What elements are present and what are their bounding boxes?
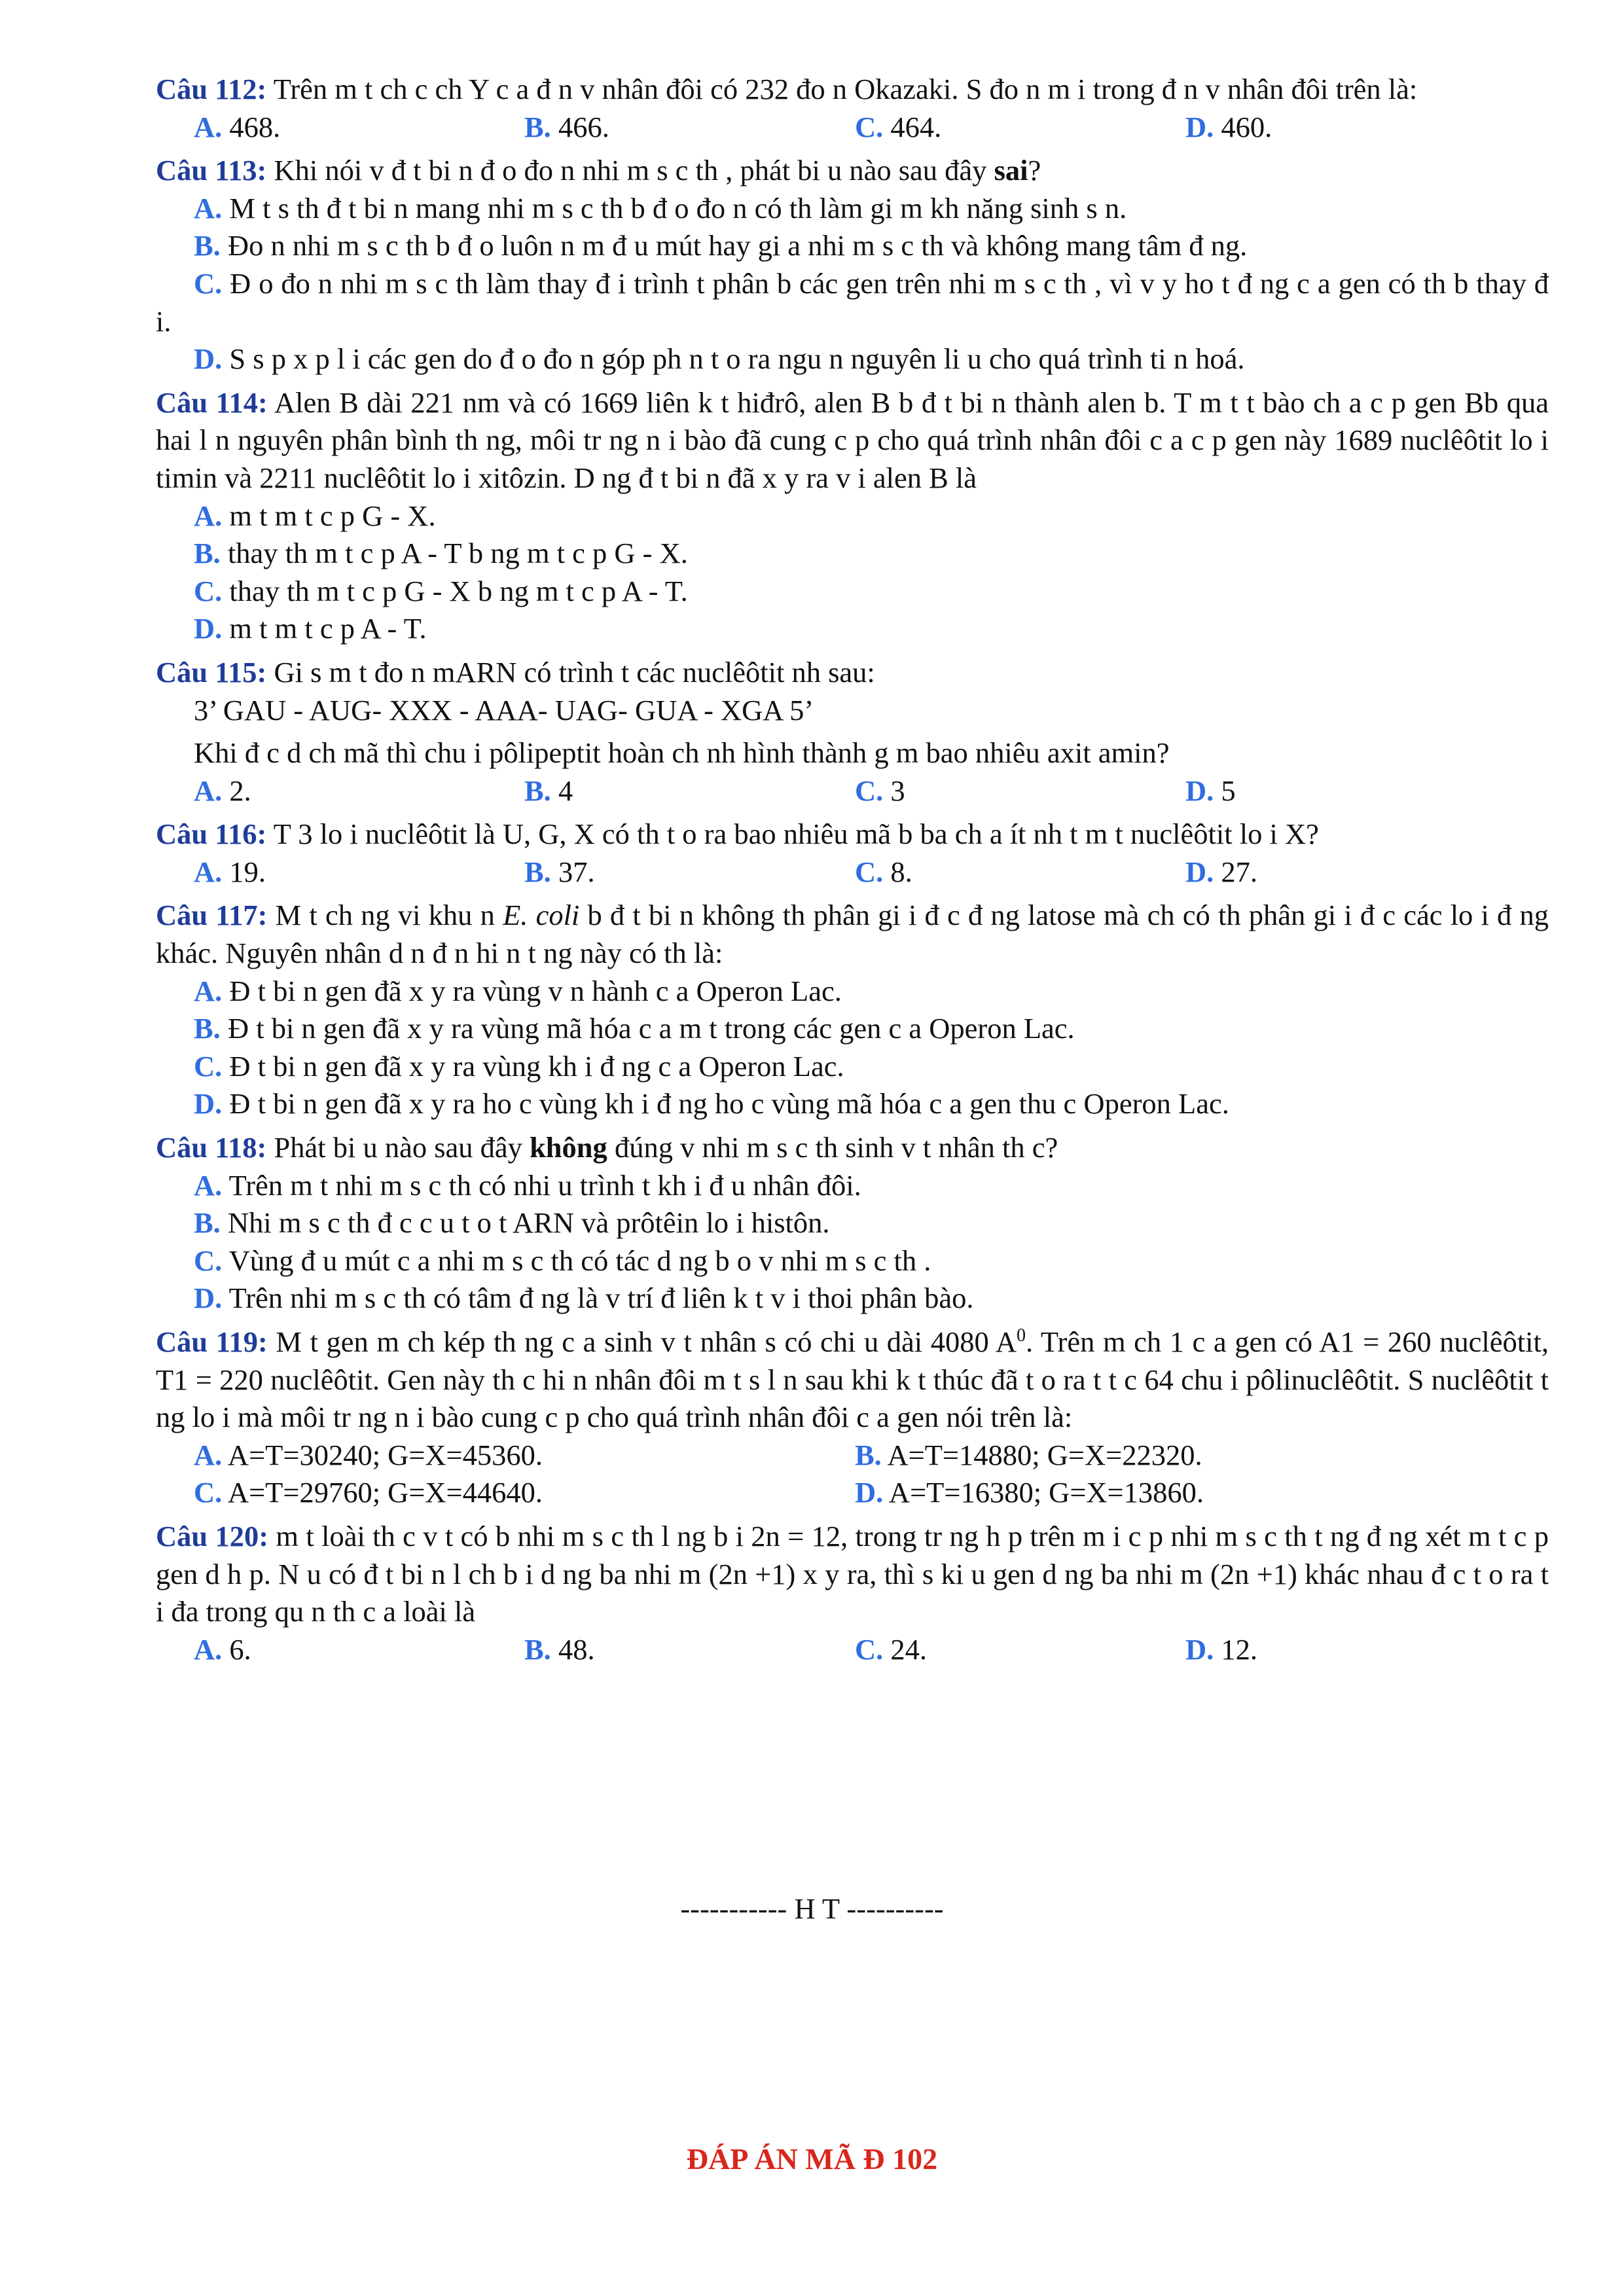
option-text: Trên nhi m s c th có tâm đ ng là v trí đ liên k t v i thoi phân bào. [222, 1282, 974, 1315]
question-119 [156, 1323, 1549, 1512]
option-label: D. [1185, 774, 1214, 807]
option-label: D. [1185, 855, 1214, 888]
option-c[interactable] [855, 109, 1185, 147]
option-label: B. [194, 537, 221, 570]
option-label: D. [194, 1282, 223, 1315]
option-label: C. [194, 574, 223, 607]
option-label: A. [194, 191, 223, 224]
option-label: B. [855, 1438, 882, 1471]
option-label: C. [855, 774, 884, 807]
option-text: A=T=16380; G=X=13860. [883, 1476, 1204, 1509]
option-d[interactable] [156, 1085, 1549, 1123]
question-stem [156, 152, 1549, 190]
option-label: A. [194, 499, 223, 532]
angstrom-exponent: 0 [1017, 1325, 1026, 1346]
option-a[interactable] [194, 1631, 524, 1669]
question-stem [156, 71, 1549, 109]
option-label: A. [194, 974, 223, 1007]
option-c[interactable] [855, 772, 1185, 810]
question-number: Câu 120: [156, 1519, 269, 1552]
option-b[interactable] [855, 1437, 1516, 1475]
option-text: A=T=30240; G=X=45360. [222, 1438, 543, 1471]
question-text: Trên m t ch c ch Y c a đ n v nhân đôi có 232 đo n Okazaki. S đo n m i trong đ n v nhân đôi trên là: [266, 73, 1418, 105]
option-a[interactable] [194, 853, 524, 891]
option-text: 8. [883, 855, 912, 888]
option-a[interactable] [156, 973, 1549, 1011]
option-text: m t m t c p A - T. [222, 612, 427, 645]
options-row [156, 1631, 1549, 1669]
option-text: Nhi m s c th đ c c u t o t ARN và prôtêin lo i histôn. [220, 1206, 830, 1240]
option-text: 464. [883, 110, 942, 143]
option-b[interactable] [156, 1204, 1549, 1242]
option-label: A. [194, 1632, 223, 1666]
question-stem [156, 654, 1549, 692]
question-text: Khi nói v đ t bi n đ o đo n nhi m s c th , phát bi u nào sau đây [266, 154, 994, 187]
option-text: Đo n nhi m s c th b đ o luôn n m đ u mút hay gi a nhi m s c th và không mang tâm đ ng. [220, 229, 1248, 262]
option-label: B. [524, 110, 551, 143]
option-text: M t s th đ t bi n mang nhi m s c th b đ o đo n có th làm gi m kh năng sinh s n. [222, 191, 1127, 224]
question-text: Gi s m t đo n mARN có trình t các nuclêôtit nh sau: [266, 655, 875, 689]
option-c[interactable] [855, 853, 1185, 891]
option-label: D. [194, 612, 223, 645]
option-c[interactable] [156, 1242, 1549, 1280]
option-b[interactable] [524, 109, 855, 147]
option-b[interactable] [156, 535, 1549, 573]
options-row [156, 853, 1549, 891]
option-text: 4 [550, 774, 573, 807]
option-text: S s p x p l i các gen do đ o đo n góp ph n t o ra ngu n nguyên li u cho quá trình ti n hoá. [222, 342, 1245, 376]
question-113 [156, 152, 1549, 378]
question-114 [156, 384, 1549, 648]
option-text: 3 [883, 774, 905, 807]
option-c[interactable] [194, 1474, 855, 1512]
question-stem [156, 1129, 1549, 1167]
question-116 [156, 816, 1549, 891]
option-d[interactable] [1185, 1631, 1516, 1669]
option-d[interactable] [156, 1280, 1549, 1318]
options-row [156, 109, 1549, 147]
option-c[interactable] [156, 1048, 1549, 1086]
option-label: A. [194, 774, 223, 807]
question-120 [156, 1518, 1549, 1668]
question-text: Alen B dài 221 nm và có 1669 liên k t hiđrô, alen B b đ t bi n thành alen b. T m t t bào ch a c p gen Bb qua hai l n nguyên phân bình th ng, môi tr ng n i bào đã cung c p cho quá trình nhân đôi c a c p gen này 1689 nuclêôtit lo i timin và 2211 nuclêôtit lo i xitôzin. D ng đ t bi n đã x y ra v i alen B là [156, 386, 1549, 494]
option-b[interactable] [524, 1631, 855, 1669]
option-label: D. [1185, 110, 1214, 143]
option-a[interactable] [156, 190, 1549, 228]
option-d[interactable] [1185, 853, 1516, 891]
question-number: Câu 114: [156, 386, 268, 419]
question-text-end: ? [1028, 154, 1041, 187]
question-number: Câu 117: [156, 899, 268, 932]
option-label: A. [194, 1438, 223, 1471]
option-label: C. [194, 1476, 223, 1509]
option-a[interactable] [194, 109, 524, 147]
option-a[interactable] [194, 772, 524, 810]
option-c[interactable] [855, 1631, 1185, 1669]
option-text: 48. [550, 1632, 595, 1666]
option-text: Vùng đ u mút c a nhi m s c th có tác d ng b o v nhi m s c th . [222, 1244, 931, 1277]
option-text: 2. [222, 774, 251, 807]
option-text: Đ t bi n gen đã x y ra ho c vùng kh i đ ng ho c vùng mã hóa c a gen thu c Operon Lac. [222, 1087, 1229, 1121]
options-grid [156, 1437, 1549, 1512]
option-text: 24. [883, 1632, 928, 1666]
question-prompt: Khi đ c d ch mã thì chu i pôlipeptit hoàn ch nh hình thành g m bao nhiêu axit amin? [194, 736, 1170, 770]
option-d[interactable] [1185, 772, 1516, 810]
option-d[interactable] [156, 610, 1549, 648]
option-label: B. [524, 774, 551, 807]
end-marker: ----------- H T ---------- [680, 1892, 944, 1925]
option-text: thay th m t c p G - X b ng m t c p A - T. [222, 574, 688, 607]
question-117 [156, 897, 1549, 1123]
question-emphasis: không [530, 1131, 607, 1164]
option-text: 460. [1214, 110, 1272, 143]
option-d[interactable] [855, 1474, 1516, 1512]
option-a[interactable] [156, 497, 1549, 535]
option-label: B. [194, 229, 221, 262]
option-label: D. [1185, 1632, 1214, 1666]
option-c[interactable] [156, 573, 1549, 611]
question-number: Câu 115: [156, 655, 267, 689]
option-text: A=T=29760; G=X=44640. [222, 1476, 543, 1509]
question-stem [156, 384, 1549, 497]
question-text-end: b đ t bi n không th phân gi i đ c đ ng latose mà ch có th phân gi i đ c các lo i đ ng khác. Nguyên nhân d n đ n hi n t ng này có th là: [156, 899, 1549, 970]
question-number: Câu 116: [156, 817, 267, 851]
option-text: m t m t c p G - X. [222, 499, 436, 532]
options-row [156, 772, 1549, 810]
option-a[interactable] [156, 1167, 1549, 1205]
option-text: 19. [222, 855, 266, 888]
option-c[interactable] [156, 265, 1549, 340]
option-d[interactable] [156, 340, 1549, 378]
option-text: 466. [550, 110, 609, 143]
question-text-end: đúng v nhi m s c th sinh v t nhân th c? [607, 1131, 1058, 1164]
option-text: 27. [1214, 855, 1258, 888]
option-text: A=T=14880; G=X=22320. [881, 1438, 1202, 1471]
question-stem [156, 897, 1549, 972]
option-label: D. [855, 1476, 884, 1509]
question-115 [156, 654, 1549, 810]
option-label: C. [194, 1244, 223, 1277]
question-text: M t ch ng vi khu n [267, 899, 503, 932]
option-b[interactable] [524, 772, 855, 810]
option-label: C. [194, 1049, 223, 1083]
species-name: E. coli [503, 899, 580, 932]
question-number: Câu 113: [156, 154, 267, 187]
question-118 [156, 1129, 1549, 1318]
answer-key-title: ĐÁP ÁN MÃ Đ 102 [686, 2142, 938, 2176]
option-b[interactable] [524, 853, 855, 891]
option-text: Đ t bi n gen đã x y ra vùng mã hóa c a m t trong các gen c a Operon Lac. [220, 1012, 1075, 1045]
option-label: B. [524, 1632, 551, 1666]
question-text: M t gen m ch kép th ng c a sinh v t nhân s có chi u dài 4080 A [267, 1325, 1017, 1358]
question-stem [156, 1518, 1549, 1631]
option-text: Đ o đo n nhi m s c th làm thay đ i trình t phân b các gen trên nhi m s c th , vì v y ho t đ ng c a gen có th b thay đ i. [156, 266, 1549, 338]
option-text: thay th m t c p A - T b ng m t c p G - X. [220, 537, 688, 570]
question-text: Phát bi u nào sau đây [266, 1131, 530, 1164]
option-text: 6. [222, 1632, 251, 1666]
option-b[interactable] [156, 1010, 1549, 1048]
option-text: Trên m t nhi m s c th có nhi u trình t kh i đ u nhân đôi. [222, 1168, 861, 1202]
question-number: Câu 118: [156, 1131, 267, 1164]
option-label: C. [855, 1632, 884, 1666]
option-text: 37. [550, 855, 595, 888]
option-label: B. [524, 855, 551, 888]
question-text: T 3 lo i nuclêôtit là U, G, X có th t o ra bao nhiêu mã b ba ch a ít nh t m t nuclêôtit lo i X? [266, 817, 1319, 851]
option-a[interactable] [194, 1437, 855, 1475]
option-label: A. [194, 110, 223, 143]
question-number: Câu 119: [156, 1325, 268, 1358]
option-label: C. [194, 266, 223, 300]
mrna-sequence: 3’ GAU - AUG- XXX - AAA- UAG- GUA - XGA 5’ [194, 693, 814, 726]
option-label: A. [194, 1168, 223, 1202]
option-text: 5 [1214, 774, 1236, 807]
option-label: D. [194, 342, 223, 376]
question-text: m t loài th c v t có b nhi m s c th l ng b i 2n = 12, trong tr ng h p trên m i c p nhi m s c th t ng đ ng xét m t c p gen d h p. N u có đ t bi n l ch b i d ng ba nhi m (2n +1) x y ra, thì s ki u gen d ng ba nhi m (2n +1) khác nhau đ c t o ra t i đa trong qu n th c a loài là [156, 1519, 1549, 1628]
option-d[interactable] [1185, 109, 1516, 147]
question-emphasis: sai [994, 154, 1028, 187]
option-text: Đ t bi n gen đã x y ra vùng v n hành c a Operon Lac. [222, 974, 842, 1007]
question-text-end: . Trên m ch 1 c a gen có A1 = 260 nuclêôtit, T1 = 220 nuclêôtit. Gen này th c hi n nhân đôi m t s l n sau khi k t thúc đã t o ra t t c 64 chu i pôlinuclêôtit. S nuclêôtit t ng lo i mà môi tr ng n i bào cung c p cho quá trình nhân đôi c a gen nói trên là: [156, 1325, 1549, 1434]
question-stem [156, 816, 1549, 853]
option-label: C. [855, 110, 884, 143]
option-text: 468. [222, 110, 281, 143]
option-text: 12. [1214, 1632, 1258, 1666]
option-text: Đ t bi n gen đã x y ra vùng kh i đ ng c a Operon Lac. [222, 1049, 844, 1083]
option-label: C. [855, 855, 884, 888]
option-label: B. [194, 1206, 221, 1240]
exam-page [156, 71, 1549, 1674]
option-b[interactable] [156, 227, 1549, 265]
option-label: A. [194, 855, 223, 888]
question-stem [156, 1323, 1549, 1437]
option-label: B. [194, 1012, 221, 1045]
option-label: D. [194, 1087, 223, 1121]
question-112 [156, 71, 1549, 146]
question-number: Câu 112: [156, 73, 267, 105]
